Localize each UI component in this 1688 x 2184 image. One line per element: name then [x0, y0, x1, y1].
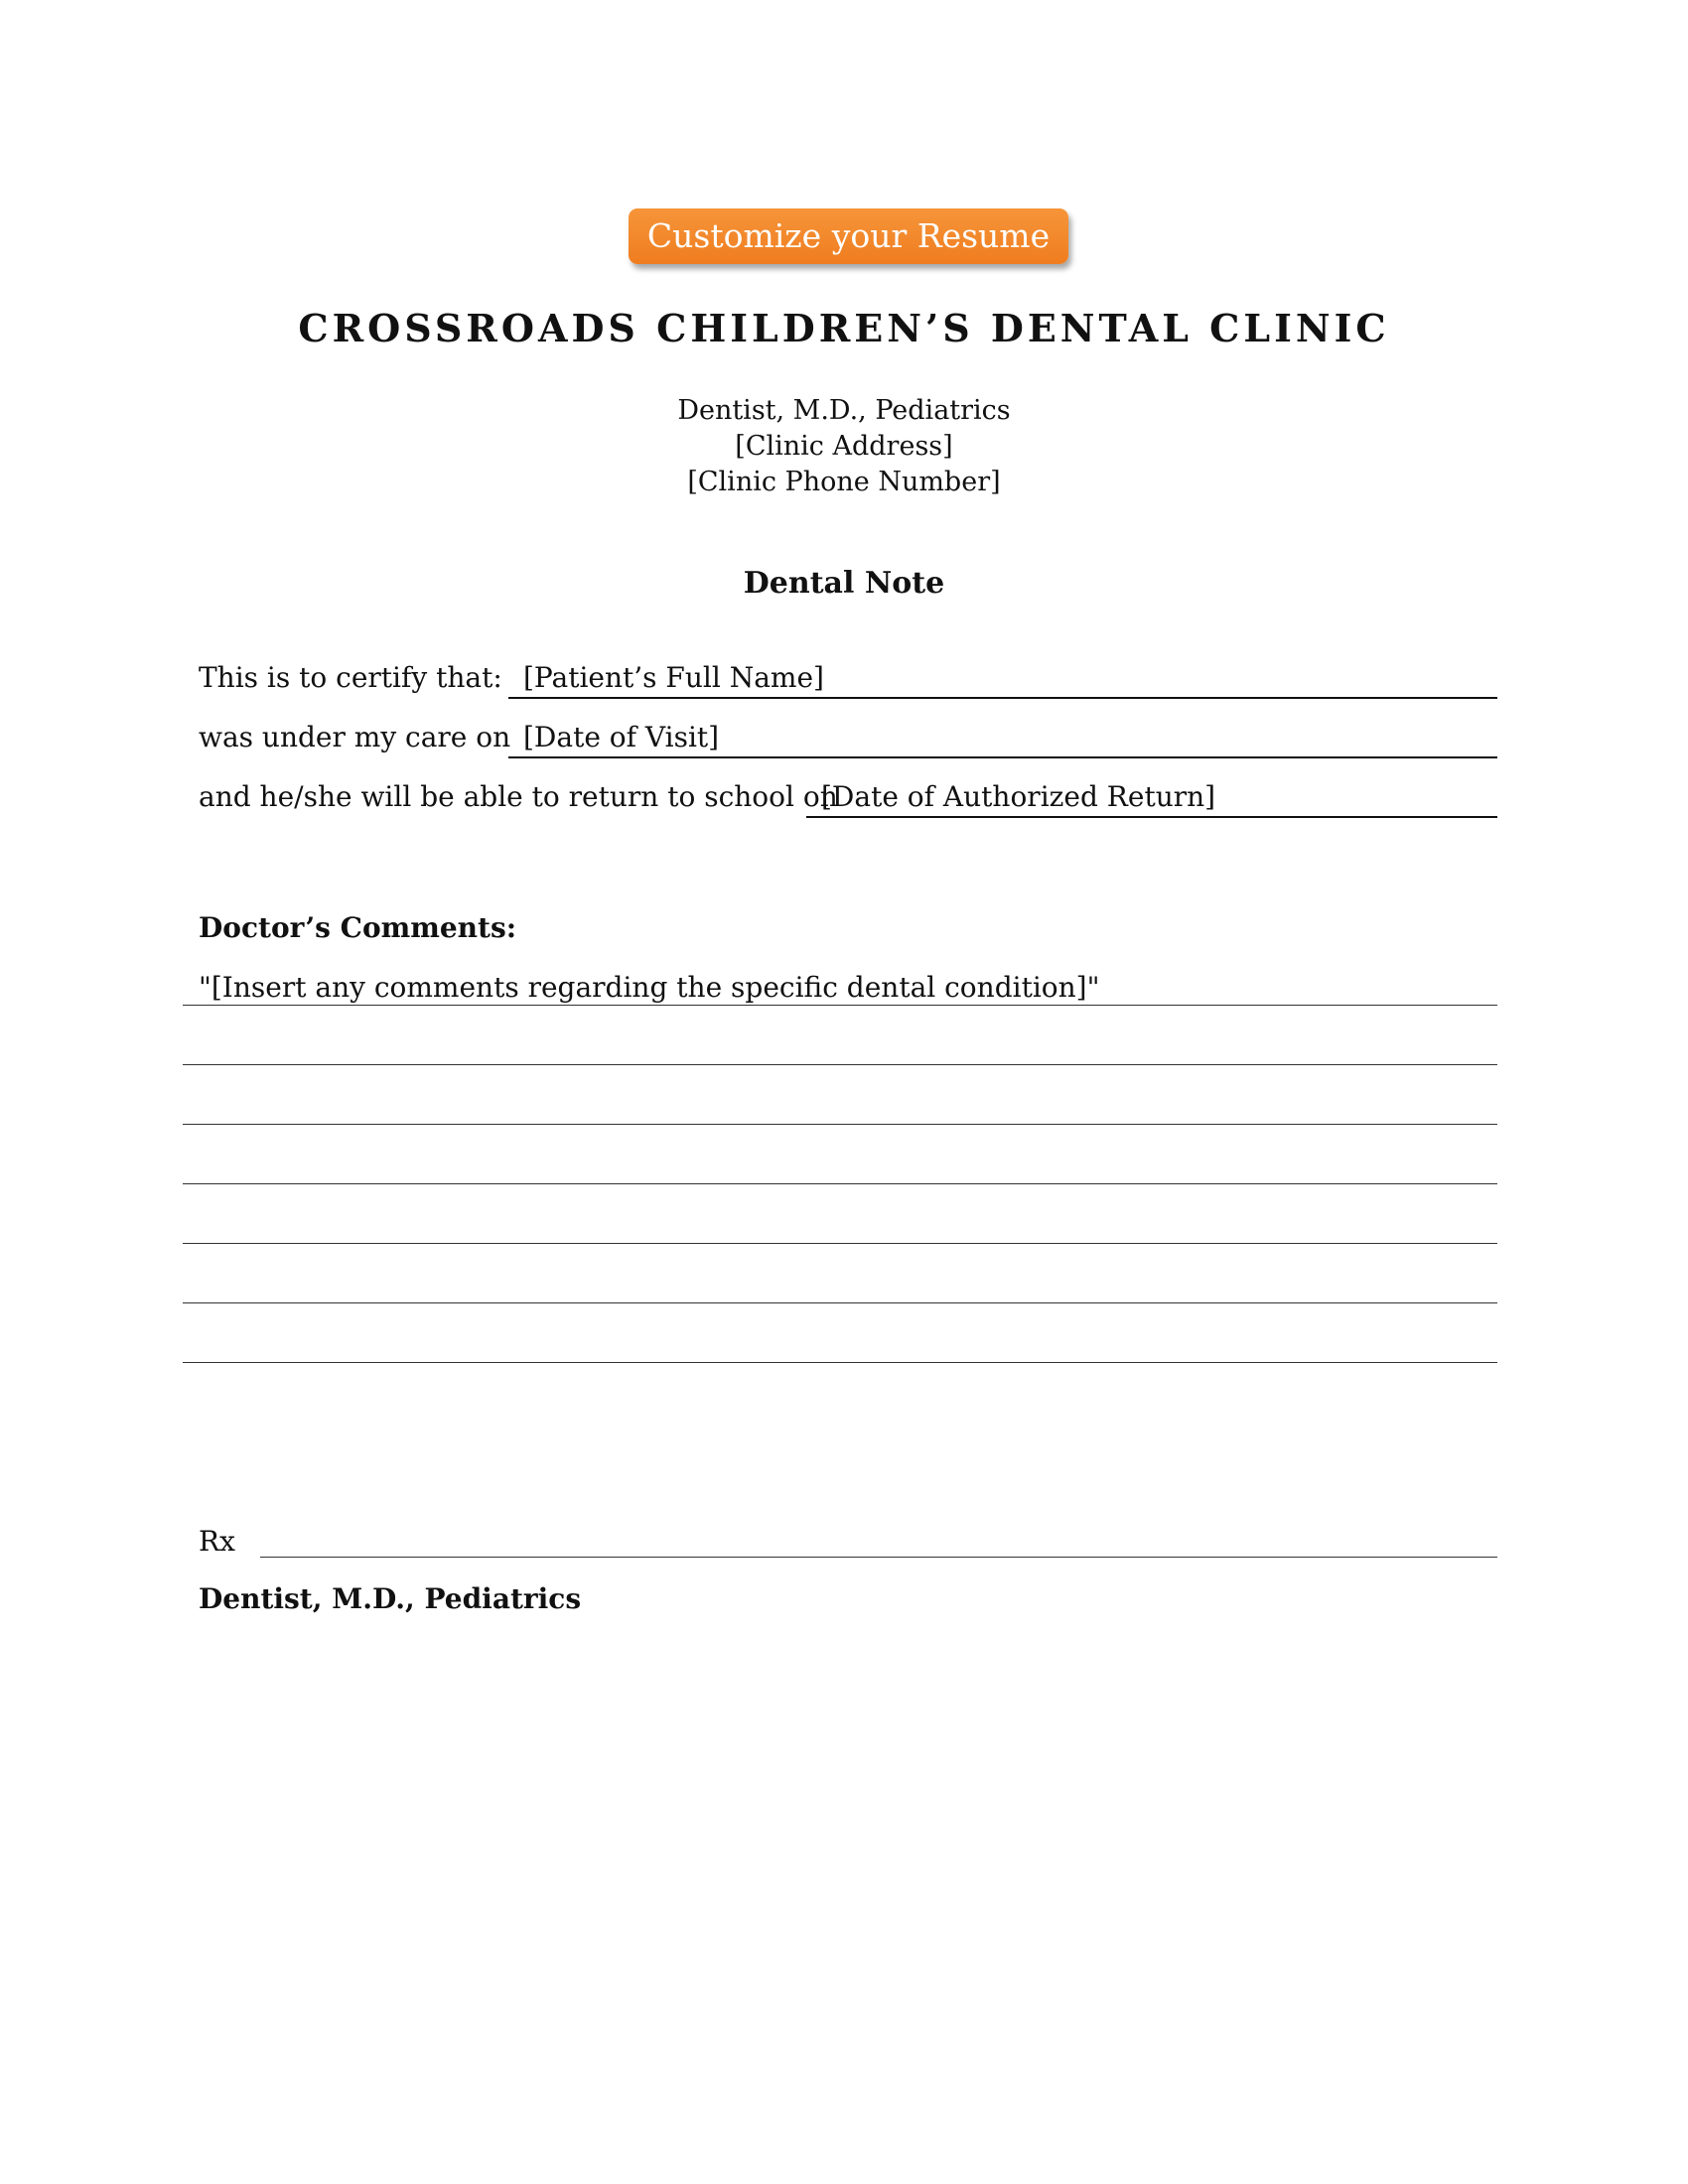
comment-line — [183, 1124, 1497, 1125]
clinic-credential: Dentist, M.D., Pediatrics — [677, 395, 1011, 426]
care-date-label: was under my care on — [199, 721, 511, 753]
note-title: Dental Note — [743, 566, 945, 601]
comment-line — [183, 1362, 1497, 1363]
rx-label: Rx — [199, 1525, 235, 1558]
signature-title: Dentist, M.D., Pediatrics — [199, 1582, 582, 1615]
comment-line — [183, 1302, 1497, 1303]
clinic-name: CROSSROADS CHILDREN’S DENTAL CLINIC — [298, 306, 1390, 350]
certify-label: This is to certify that: — [199, 661, 502, 694]
comment-line — [183, 1183, 1497, 1184]
clinic-info — [0, 393, 1688, 500]
visit-date-underline — [508, 756, 1497, 758]
visit-date-field[interactable]: [Date of Visit] — [523, 721, 720, 753]
clinic-phone: [Clinic Phone Number] — [687, 467, 1001, 497]
comments-field[interactable]: "[Insert any comments regarding the specific dental condition]" — [199, 971, 1100, 1004]
clinic-address: [Clinic Address] — [735, 431, 953, 462]
patient-name-underline — [508, 697, 1497, 699]
comment-line — [183, 1243, 1497, 1244]
customize-resume-button[interactable]: Customize your Resume — [629, 208, 1068, 264]
patient-name-field[interactable]: [Patient’s Full Name] — [523, 661, 824, 694]
return-date-field[interactable]: [Date of Authorized Return] — [821, 780, 1216, 813]
return-date-underline — [806, 816, 1497, 818]
signature-line[interactable] — [260, 1557, 1497, 1558]
comment-line — [183, 1005, 1497, 1006]
return-date-label: and he/she will be able to return to school on — [199, 780, 838, 813]
comment-line — [183, 1064, 1497, 1065]
comments-heading: Doctor’s Comments: — [199, 911, 517, 944]
